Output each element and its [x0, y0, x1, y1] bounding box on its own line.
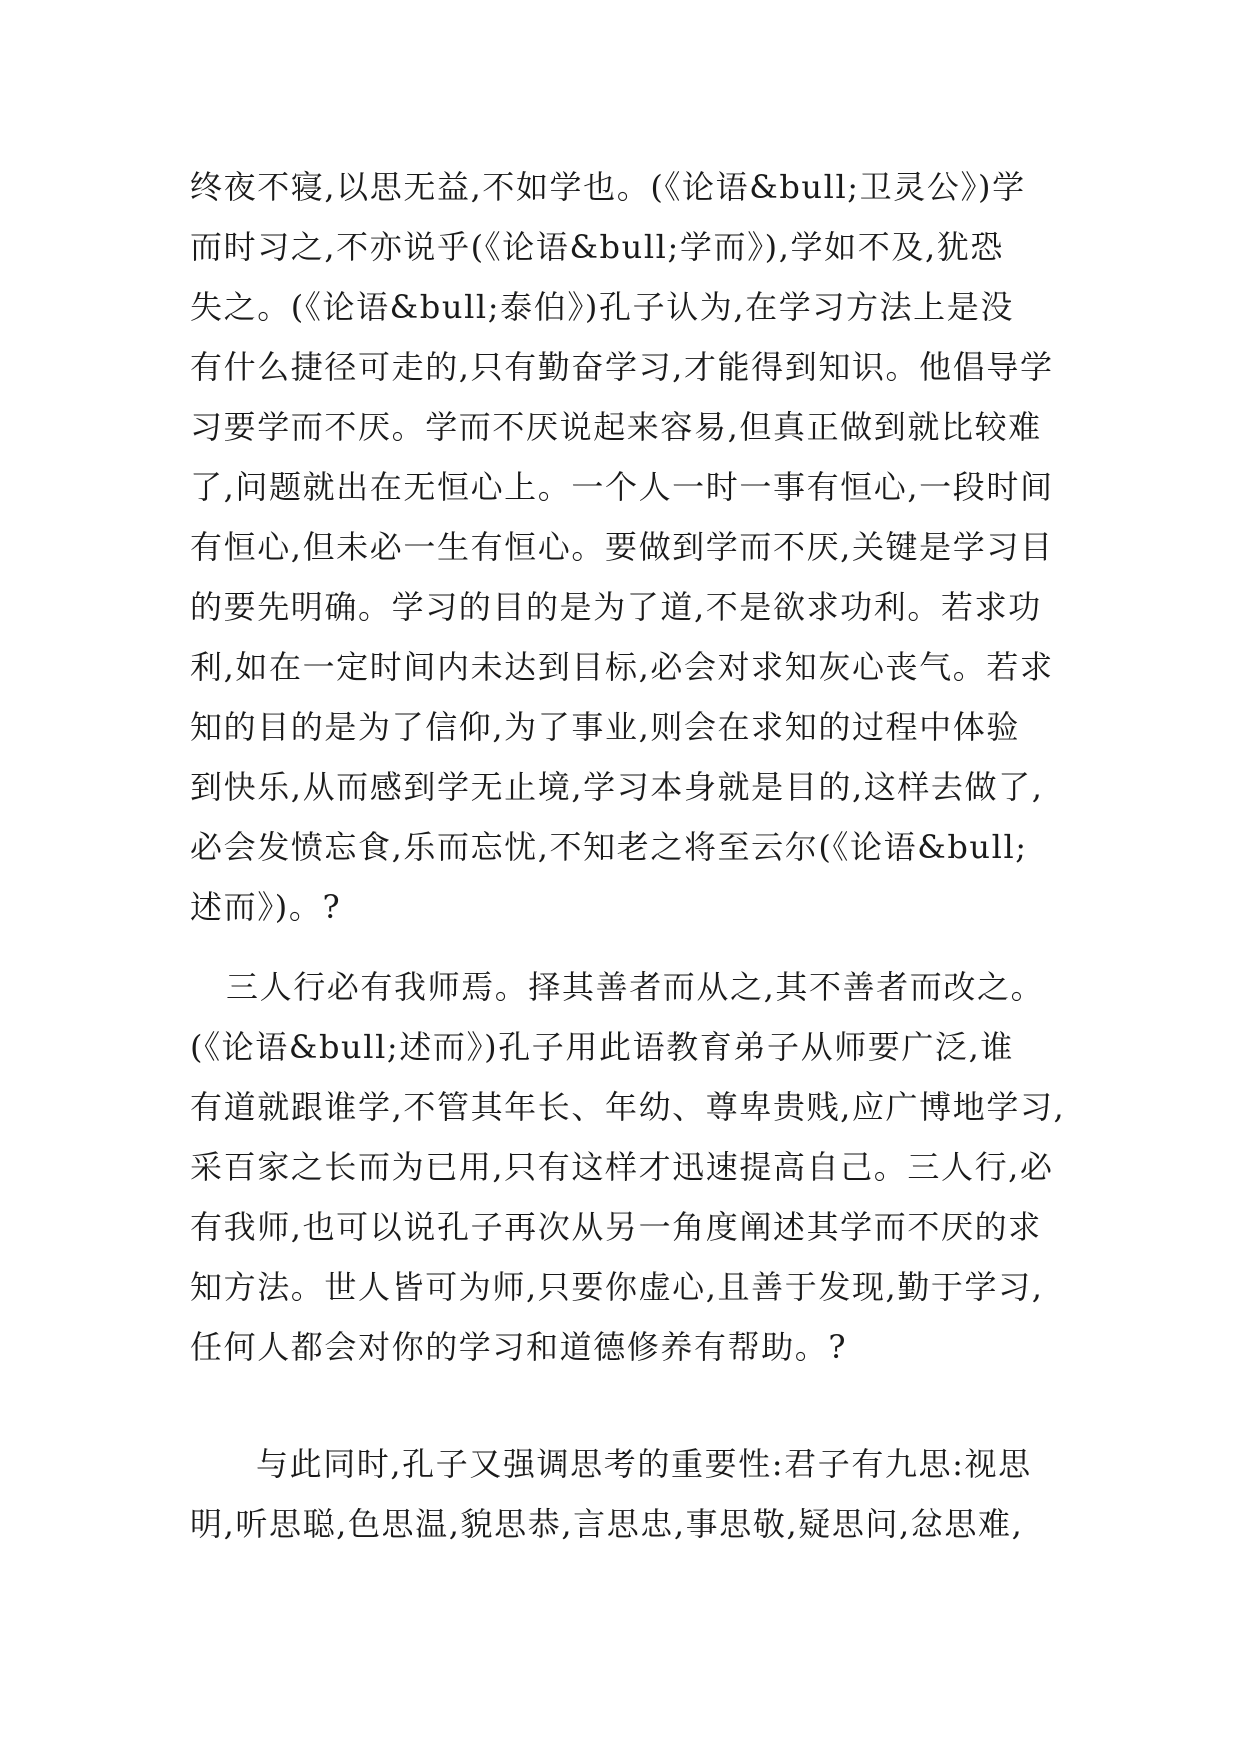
text-line: 有道就跟谁学,不管其年长、年幼、尊卑贵贱,应广博地学习, [190, 1088, 1066, 1126]
text-line: (《论语&bull;述而》)孔子用此语教育弟子从师要广泛,谁 [190, 1028, 1014, 1066]
text-line: 述而》)。? [190, 888, 342, 926]
text-line: 到快乐,从而感到学无止境,学习本身就是目的,这样去做了, [190, 768, 1044, 806]
paragraph-3 [190, 1434, 1070, 1554]
text-line: 的要先明确。学习的目的是为了道,不是欲求功利。若求功 [190, 588, 1042, 626]
text-line: 有什么捷径可走的,只有勤奋学习,才能得到知识。他倡导学 [190, 348, 1054, 386]
text-line: 失之。(《论语&bull;泰伯》)孔子认为,在学习方法上是没 [190, 288, 1014, 326]
text-line: 与此同时,孔子又强调思考的重要性:君子有九思:视思 [256, 1445, 1032, 1483]
text-line: 必会发愤忘食,乐而忘忧,不知老之将至云尔(《论语&bull; [190, 828, 1028, 866]
text-line: 习要学而不厌。学而不厌说起来容易,但真正做到就比较难 [190, 408, 1042, 446]
text-line: 知的目的是为了信仰,为了事业,则会在求知的过程中体验 [190, 708, 1020, 746]
text-line: 利,如在一定时间内未达到目标,必会对求知灰心丧气。若求 [190, 648, 1054, 686]
text-line: 明,听思聪,色思温,貌思恭,言思忠,事思敬,疑思问,忿思难, [190, 1505, 1024, 1543]
text-line: 任何人都会对你的学习和道德修养有帮助。? [190, 1328, 848, 1366]
text-line: 采百家之长而为已用,只有这样才迅速提高自己。三人行,必 [190, 1148, 1054, 1186]
text-line: 而时习之,不亦说乎(《论语&bull;学而》),学如不及,犹恐 [190, 228, 1004, 266]
paragraph-1 [190, 157, 1070, 937]
text-line: 三人行必有我师焉。择其善者而从之,其不善者而改之。 [226, 968, 1045, 1006]
text-line: 知方法。世人皆可为师,只要你虚心,且善于发现,勤于学习, [190, 1268, 1044, 1306]
text-line: 终夜不寝,以思无益,不如学也。(《论语&bull;卫灵公》)学 [190, 168, 1026, 206]
text-line: 了,问题就出在无恒心上。一个人一时一事有恒心,一段时间 [190, 468, 1054, 506]
paragraph-2 [190, 957, 1070, 1377]
text-line: 有我师,也可以说孔子再次从另一角度阐述其学而不厌的求 [190, 1208, 1042, 1246]
text-line: 有恒心,但未必一生有恒心。要做到学而不厌,关键是学习目 [190, 528, 1054, 566]
